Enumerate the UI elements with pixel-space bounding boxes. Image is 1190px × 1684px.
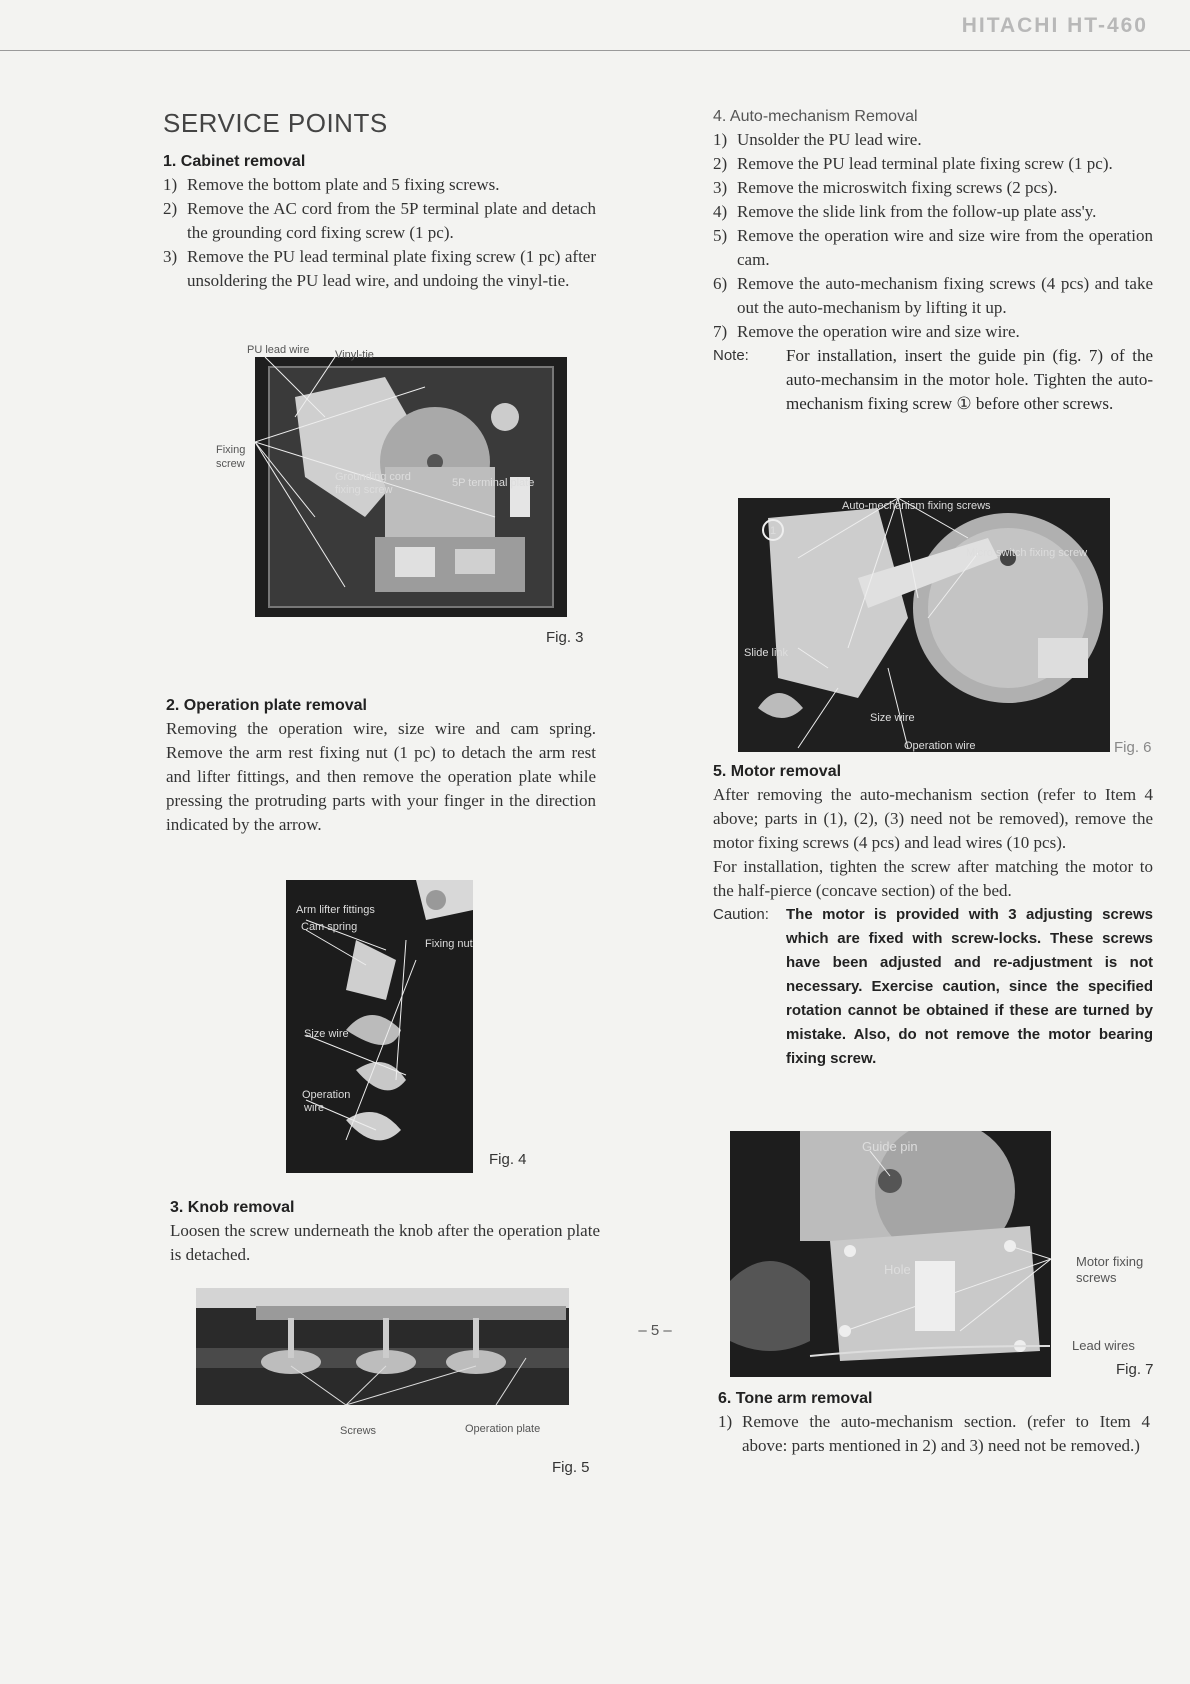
fig7-label-motor-fixing: Motor fixing <box>1076 1254 1144 1269</box>
fig7-label-guide-pin: Guide pin <box>862 1139 918 1154</box>
fig5-label-operation-plate: Operation plate <box>465 1423 541 1435</box>
section-heading: 1. Cabinet removal <box>163 153 306 170</box>
fig7-label-hole: Hole <box>884 1262 911 1277</box>
fig4-label-arm-lifter: Arm lifter fittings <box>296 904 375 916</box>
fig4-label-size-wire: Size wire <box>304 1028 349 1040</box>
fig6-label-size-wire: Size wire <box>870 712 915 724</box>
fig3-caption: Fig. 3 <box>546 629 584 646</box>
figure-6-photo <box>738 498 1110 752</box>
step-item: 4) Remove the slide link from the follow-up plate ass'y. <box>713 202 1097 221</box>
fig6-label-auto-screws: Auto-mechanism fixing screws <box>842 500 991 512</box>
fig7-label-screws: screws <box>1076 1270 1117 1285</box>
section-text: After removing the auto-mechanism section (refer to Item 4 above; parts in (1), (2), (3) need not be removed), remove the motor fixing screws (4 pcs) and lead wires (10 pcs). <box>713 785 1153 852</box>
page-title: SERVICE POINTS <box>163 108 388 138</box>
step-item: 5) Remove the operation wire and size wire from the operation cam. <box>713 226 1153 269</box>
fig3-label-grounding: Grounding cord <box>335 471 411 483</box>
section-motor-removal <box>713 763 1153 1071</box>
step-item: 6) Remove the auto-mechanism fixing screws (4 pcs) and take out the auto-mechanism by lifting it up. <box>713 274 1153 317</box>
section-heading: 3. Knob removal <box>170 1199 295 1216</box>
fig4-label-cam-spring: Cam spring <box>301 921 358 933</box>
step-list <box>718 1410 1150 1458</box>
caution-note: Caution: The motor is provided with 3 adjusting screws which are fixed with screw-locks. These screws have been adjusted and re-adjustment is not necessary. Exercise caution, since the specified rotation cannot be obtained if these are turned by mistake. Also, do not remove the motor bearing fixing screw. <box>713 906 1153 1067</box>
fig4-caption: Fig. 4 <box>489 1151 527 1168</box>
fig3-label-fixing-screw: fixing screw <box>335 484 393 496</box>
fig6-label-slide: Slide link <box>744 647 789 659</box>
brand-header: HITACHI HT-460 <box>961 14 1148 37</box>
step-item: 2) Remove the PU lead terminal plate fixing screw (1 pc). <box>713 154 1113 173</box>
section-tone-arm-removal <box>718 1390 1150 1458</box>
section-text: For installation, tighten the screw after matching the motor to the half-pierce (concave section) of the bed. <box>713 857 1153 900</box>
fig7-label-lead-wires: Lead wires <box>1072 1338 1135 1353</box>
fig6-label-operation-wire: Operation wire <box>904 740 976 752</box>
fig4-label-wire: wire <box>304 1102 325 1114</box>
fig4-label-operation: Operation <box>302 1089 351 1101</box>
fig5-label-screws: Screws <box>340 1425 377 1437</box>
left-column <box>163 108 596 293</box>
fig3-label-screw: screw <box>216 458 245 470</box>
section-operation-plate-removal <box>166 697 596 837</box>
installation-note: Note: For installation, insert the guide pin (fig. 7) of the auto-mechansim in the motor hole. Tighten the auto-mechanism fixing screw ① before other screws. <box>713 346 1153 413</box>
section-heading: 2. Operation plate removal <box>166 697 367 714</box>
step-item: 3) Remove the PU lead terminal plate fixing screw (1 pc) after unsoldering the PU lead wire, and undoing the vinyl-tie. <box>163 247 596 290</box>
step-item: 7) Remove the operation wire and size wire. <box>713 322 1020 341</box>
step-list <box>713 128 1153 344</box>
section-heading: 6. Tone arm removal <box>718 1390 873 1407</box>
section-knob-removal <box>170 1199 600 1267</box>
right-column <box>713 108 1153 416</box>
fig4-label-fixing-nut: Fixing nut <box>425 938 473 950</box>
step-item: 1) Unsolder the PU lead wire. <box>713 130 922 149</box>
page-number: – 5 – <box>638 1322 672 1339</box>
section-heading: 5. Motor removal <box>713 763 842 780</box>
header-rule <box>0 50 1190 51</box>
step-item: 2) Remove the AC cord from the 5P terminal plate and detach the grounding cord fixing screw (1 pc). <box>163 199 596 242</box>
fig6-caption: Fig. 6 <box>1114 739 1152 756</box>
step-item: 3) Remove the microswitch fixing screws (2 pcs). <box>713 178 1058 197</box>
figure-7-photo <box>730 1131 1051 1377</box>
step-item: 1) Remove the bottom plate and 5 fixing screws. <box>163 175 500 194</box>
figure-5-photo <box>196 1288 569 1405</box>
fig3-label-terminal: 5P terminal plate <box>452 477 535 489</box>
section-text: Removing the operation wire, size wire and cam spring. Remove the arm rest fixing nut (1 pc) to detach the arm rest and lifter fittings, and then remove the operation plate while pressing the protruding parts with your finger in the direction indicated by the arrow. <box>166 719 596 834</box>
section-text: Loosen the screw underneath the knob after the operation plate is detached. <box>170 1221 600 1264</box>
step-item: 1) Remove the auto-mechanism section. (refer to Item 4 above: parts mentioned in 2) and 3) need not be removed.) <box>718 1412 1150 1455</box>
fig6-label-one: 1 <box>770 525 777 537</box>
section-cabinet-removal <box>163 153 596 293</box>
fig7-caption: Fig. 7 <box>1116 1361 1154 1378</box>
fig6-label-micro: Micro switch fixing screw <box>966 547 1088 559</box>
fig3-label-fixing: Fixing <box>216 444 246 456</box>
fig3-label-vinyl-tie: Vinyl-tie <box>335 349 374 361</box>
section-heading: 4. Auto-mechanism Removal <box>713 108 918 125</box>
step-list <box>163 173 596 293</box>
fig5-caption: Fig. 5 <box>552 1459 590 1476</box>
fig3-label-pu-lead: PU lead wire <box>247 344 310 356</box>
